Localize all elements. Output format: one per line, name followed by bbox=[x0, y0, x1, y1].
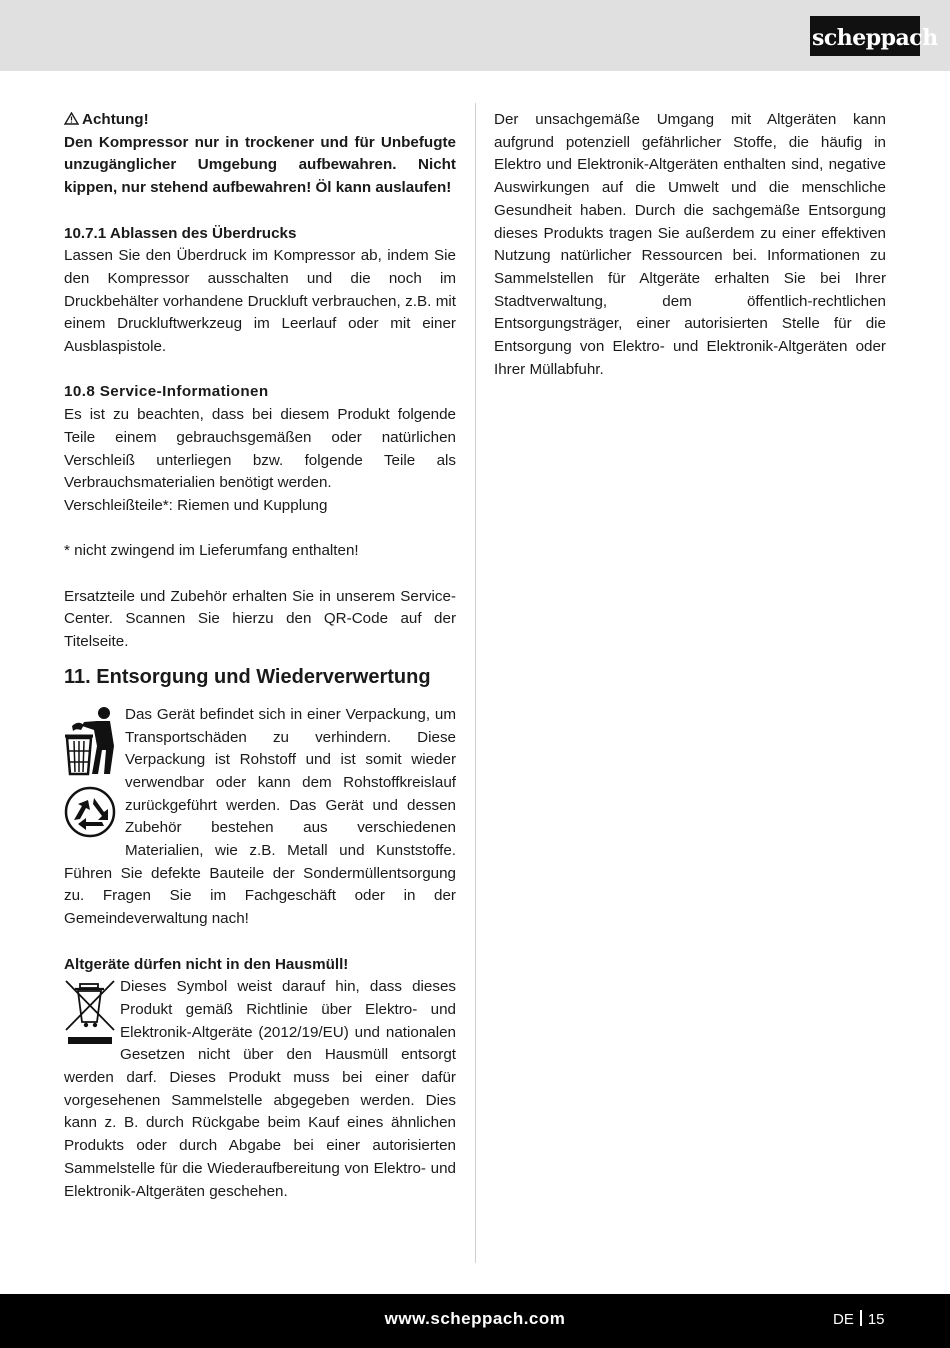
section-11-heading: 11. Entsorgung und Wiederverwertung bbox=[64, 665, 431, 688]
page-info bbox=[833, 1310, 885, 1328]
website-url: www.scheppach.com bbox=[384, 1309, 566, 1328]
weee-symbol bbox=[64, 978, 120, 1056]
warning-title: Achtung! bbox=[82, 111, 149, 128]
section-10-8-heading: 10.8 Service-Informationen bbox=[64, 383, 269, 401]
warning-heading bbox=[64, 109, 456, 132]
crossed-bin-icon bbox=[64, 978, 116, 1048]
recycle-icon bbox=[64, 786, 120, 838]
tidyman-icon bbox=[64, 706, 120, 776]
section-11-text: Das Gerät befindet sich in einer Verpackung, um Transportschäden zu verhindern. Diese Verpackung ist Rohstoff und ist somit wieder verwendbar oder kann dem Rohstoffkreislauf zurückgeführt werden. Das Gerät und dessen Zubehör bestehen aus verschiedenen Materialien, wie z.B. Metall und Kunststoffe. Führen Sie defekte Bauteile der Sondermüllentsorgung zu. Fragen Sie im Fachgeschäft oder in der Gemeindeverwaltung nach! bbox=[64, 705, 456, 928]
page-number: 15 bbox=[867, 1311, 885, 1328]
logo-text: scheppach bbox=[812, 25, 938, 51]
section-10-7-1-text: Lassen Sie den Überdruck im Kompressor ab, indem Sie den Kompressor ausschalten und die noch im Druckbehälter vorhandene Druckluft verbrauchen, z.B. mit einem Druckluftwerkzeug im Leerlauf oder mit einer Ausblaspistole. bbox=[64, 247, 456, 356]
column-divider bbox=[475, 103, 476, 1263]
footnote-text: * nicht zwingend im Lieferumfang enthalten! bbox=[64, 542, 359, 560]
brand-logo bbox=[810, 16, 938, 56]
warning-triangle-icon bbox=[64, 112, 79, 125]
left-column bbox=[64, 109, 456, 1203]
language-code: DE bbox=[833, 1311, 854, 1328]
section-10-7-1-heading: 10.7.1 Ablassen des Überdrucks bbox=[64, 224, 297, 242]
spare-parts-text: Ersatzteile und Zubehör erhalten Sie in unserem Service-Center. Scannen Sie hierzu den QR-Code auf der Titelseite. bbox=[64, 587, 456, 651]
page-footer bbox=[0, 1294, 950, 1348]
weee-heading: Altgeräte dürfen nicht in den Hausmüll! bbox=[64, 955, 349, 973]
page-separator bbox=[860, 1310, 862, 1326]
page-header bbox=[0, 0, 950, 71]
right-column bbox=[494, 109, 886, 381]
disposal-info-text: Der unsachgemäße Umgang mit Altgeräten kann aufgrund potenziell gefährlicher Stoffe, die häufig in Elektro und Elektronik-Altgeräten enthalten sind, negative Auswirkungen auf die Umwelt und die menschliche Gesundheit haben. Durch die sachgemäße Entsorgung dieses Produkts tragen Sie außerdem zu einer effektiven Nutzung natürlicher Ressourcen bei. Informationen zu Sammelstellen für Altgeräte erhalten Sie bei Ihrer Stadtverwaltung, dem öffentlich-rechtlichen Entsorgungsträger, einer autorisierten Stelle für die Entsorgung von Elektro- und Elektronik-Altgeräten oder Ihrer Müllabfuhr. bbox=[494, 111, 886, 378]
section-10-8-text: Es ist zu beachten, dass bei diesem Produkt folgende Teile einem gebrauchsgemäßen oder natürlichen Verschleiß unterliegen bzw. folgende Teile als Verbrauchsmaterialien benötigt werden. bbox=[64, 406, 456, 492]
warning-text: Den Kompressor nur in trockener und für Unbefugte unzugänglicher Umgebung aufbewahren. Nicht kippen, nur stehend aufbewahren! Öl kann auslaufen! bbox=[64, 133, 456, 197]
wear-parts-text: Verschleißteile*: Riemen und Kupplung bbox=[64, 496, 328, 514]
disposal-icons bbox=[64, 706, 124, 845]
weee-text: Dieses Symbol weist darauf hin, dass dieses Produkt gemäß Richtlinie über Elektro- und Elektronik-Altgeräte (2012/19/EU) und nationalen Gesetzen nicht über den Hausmüll entsorgt werden darf. Dieses Produkt muss bei einer dafür vorgesehenen Sammelstelle abgegeben werden. Dies kann z. B. durch Rückgabe beim Kauf eines ähnlichen Produkts oder durch Abgabe bei einer autorisierten Sammelstelle für die Wiederaufbereitung von Elektro- und Elektronik-Altgeräten geschehen. bbox=[64, 978, 456, 1200]
